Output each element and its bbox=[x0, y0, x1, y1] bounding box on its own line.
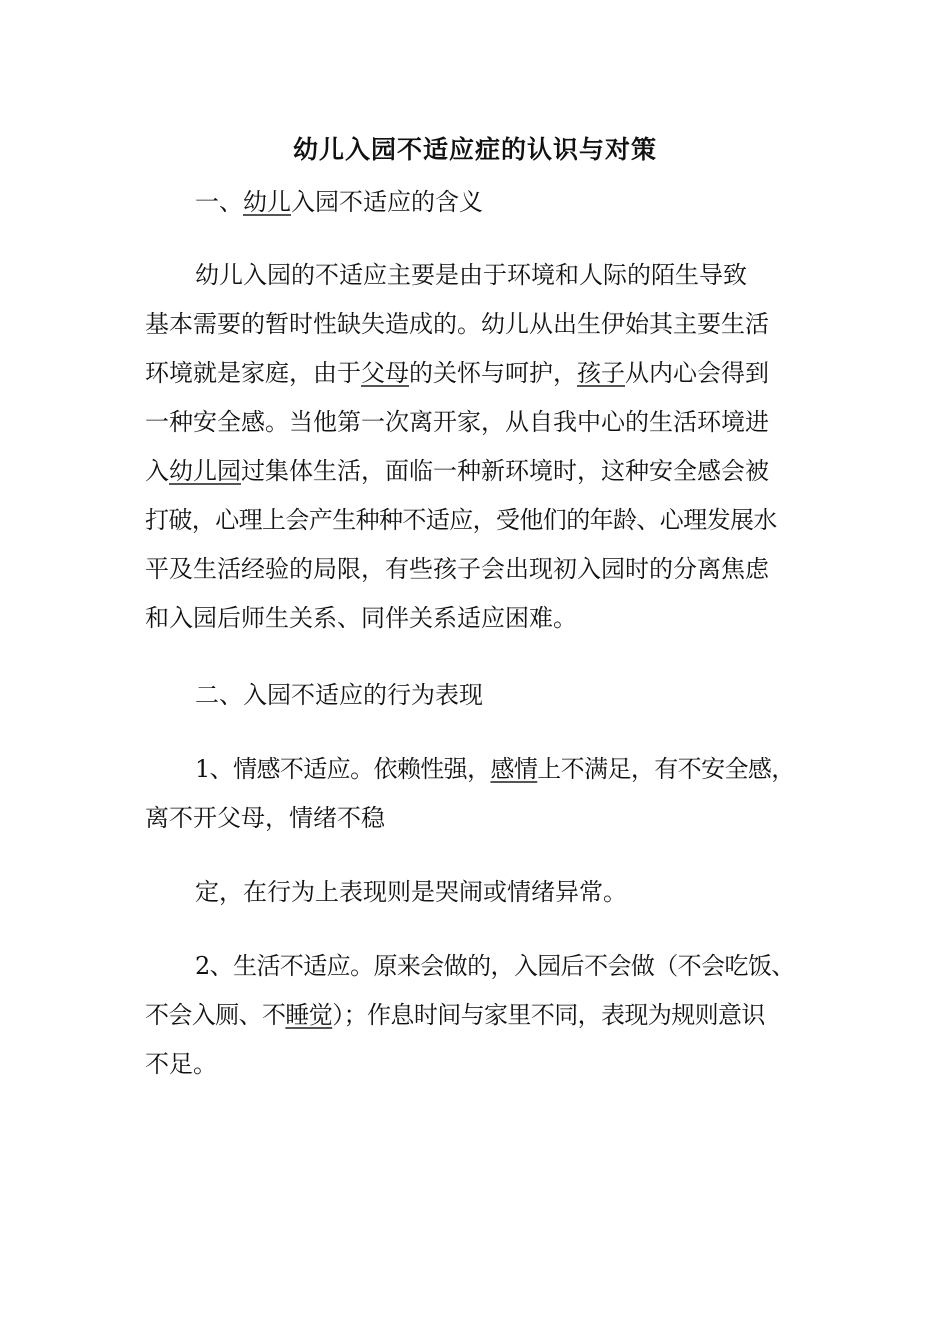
item1-line: 离不开父母，情绪不稳 bbox=[145, 804, 385, 832]
paragraph-line bbox=[145, 353, 769, 393]
item2-line: 不足。 bbox=[145, 1050, 217, 1078]
link-fumu[interactable]: 父母 bbox=[361, 359, 409, 387]
section1-heading bbox=[195, 182, 483, 222]
link-haizi[interactable]: 孩子 bbox=[577, 359, 625, 387]
text-span: 入 bbox=[145, 457, 169, 485]
text-span: 从内心会得到 bbox=[625, 359, 769, 387]
text-span: 环境就是家庭，由于 bbox=[145, 359, 361, 387]
text-span: 过集体生活，面临一种新环境时，这种安全感会被 bbox=[241, 457, 769, 485]
text-span: 上不满足，有不安全感， bbox=[537, 755, 795, 783]
text-span: 不会入厕、不 bbox=[145, 1001, 286, 1029]
document-title: 幼儿入园不适应症的认识与对策 bbox=[292, 135, 657, 164]
item2-line bbox=[145, 995, 765, 1035]
paragraph-line: 一种安全感。当他第一次离开家，从自我中心的生活环境进 bbox=[145, 408, 769, 436]
paragraph-line bbox=[145, 451, 769, 491]
text-span: 的关怀与呵护， bbox=[409, 359, 577, 387]
section1-heading-prefix: 一、 bbox=[195, 188, 243, 216]
paragraph-line: 幼儿入园的不适应主要是由于环境和人际的陌生导致 bbox=[195, 261, 747, 289]
section2-heading: 二、入园不适应的行为表现 bbox=[195, 681, 483, 709]
paragraph-line: 和入园后师生关系、同伴关系适应困难。 bbox=[145, 604, 577, 632]
item2-line: 2、生活不适应。原来会做的，入园后不会做（不会吃饭、 bbox=[195, 952, 795, 980]
item1-line bbox=[195, 749, 795, 789]
link-ganqing[interactable]: 感情 bbox=[490, 755, 538, 783]
text-span: 1、情感不适应。依赖性强， bbox=[195, 755, 491, 783]
link-youeryuan[interactable]: 幼儿园 bbox=[169, 457, 241, 485]
paragraph-line: 打破，心理上会产生种种不适应，受他们的年龄、心理发展水 bbox=[145, 506, 777, 534]
link-shuijiao[interactable]: 睡觉 bbox=[285, 1001, 333, 1029]
text-span: ）；作息时间与家里不同，表现为规则意识 bbox=[332, 1001, 765, 1029]
paragraph-line: 平及生活经验的局限，有些孩子会出现初入园时的分离焦虑 bbox=[145, 555, 769, 583]
item1-line: 定，在行为上表现则是哭闹或情绪异常。 bbox=[195, 878, 627, 906]
link-youer[interactable]: 幼儿 bbox=[243, 188, 291, 216]
paragraph-line: 基本需要的暂时性缺失造成的。幼儿从出生伊始其主要生活 bbox=[145, 310, 769, 338]
section1-heading-rest: 入园不适应的含义 bbox=[291, 188, 483, 216]
